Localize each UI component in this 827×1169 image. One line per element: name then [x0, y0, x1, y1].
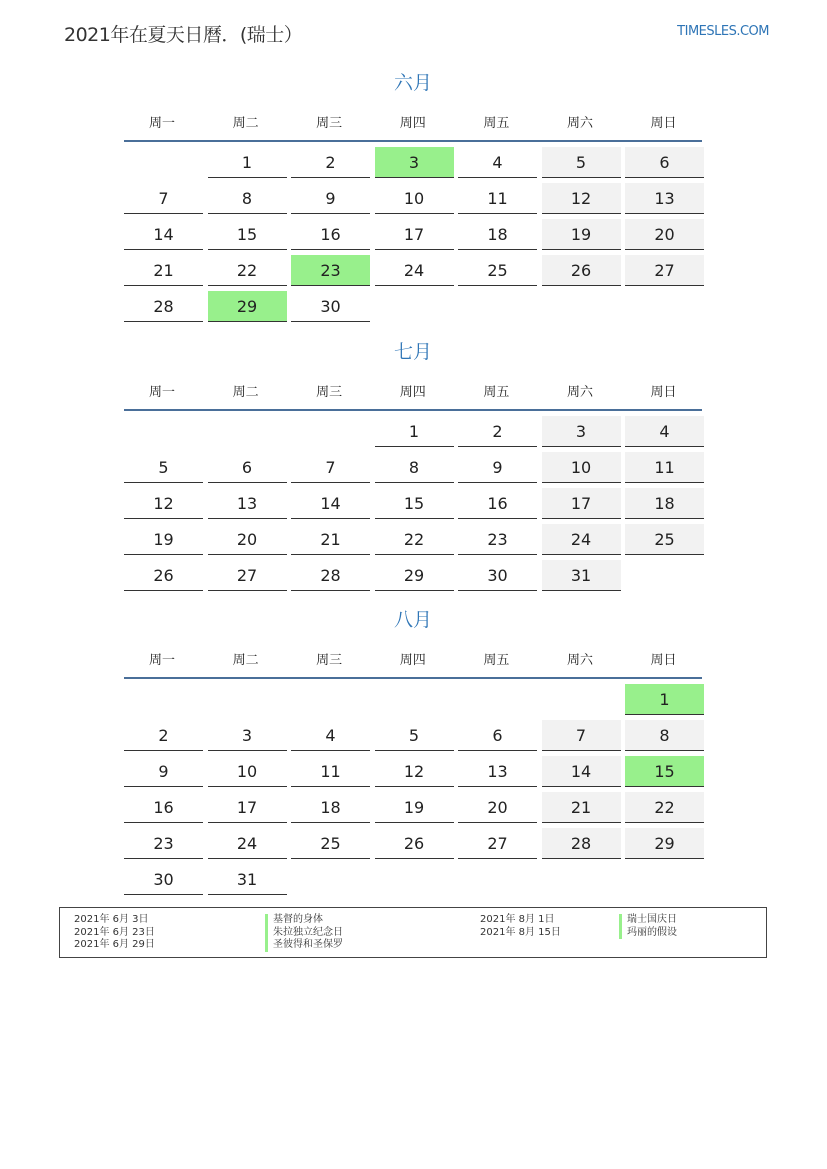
day-cell: 10 [542, 452, 621, 483]
header-divider [124, 409, 702, 411]
month-july [122, 339, 704, 596]
day-cell: 19 [542, 219, 621, 250]
day-cell: 25 [458, 255, 537, 286]
weekday-label: 周五 [483, 384, 510, 400]
holiday-day-cell: 15 [625, 756, 704, 787]
day-cell: 21 [291, 524, 370, 555]
legend-date: 2021年 6月 3日 [74, 914, 149, 925]
day-cell: 18 [625, 488, 704, 519]
day-cell: 11 [458, 183, 537, 214]
day-cell: 11 [625, 452, 704, 483]
weekday-label: 周二 [232, 115, 259, 131]
site-link[interactable]: TIMESLES.COM [677, 24, 769, 39]
weekday-label: 周二 [232, 652, 259, 668]
day-cell: 1 [375, 416, 454, 447]
day-cell: 1 [208, 147, 287, 178]
month-title: 八月 [393, 609, 432, 631]
empty-cell [124, 684, 203, 715]
empty-cell [542, 684, 621, 715]
day-cell: 26 [375, 828, 454, 859]
day-cell: 8 [208, 183, 287, 214]
day-cell: 19 [124, 524, 203, 555]
day-cell: 10 [375, 183, 454, 214]
day-cell: 26 [542, 255, 621, 286]
legend-holiday-name: 圣彼得和圣保罗 [265, 939, 343, 952]
day-cell: 19 [375, 792, 454, 823]
weekday-label: 周三 [316, 115, 343, 131]
day-cell: 12 [375, 756, 454, 787]
day-cell: 9 [458, 452, 537, 483]
legend-holiday-name: 玛丽的假设 [619, 927, 677, 940]
day-cell: 15 [208, 219, 287, 250]
legend-date: 2021年 8月 1日 [480, 914, 555, 925]
day-cell: 29 [375, 560, 454, 591]
day-cell: 8 [375, 452, 454, 483]
day-cell: 21 [124, 255, 203, 286]
legend-names-right [619, 914, 677, 939]
day-cell: 9 [124, 756, 203, 787]
day-cell: 20 [458, 792, 537, 823]
day-cell: 14 [124, 219, 203, 250]
day-cell: 11 [291, 756, 370, 787]
weekday-label: 周日 [650, 652, 677, 668]
legend-date: 2021年 6月 23日 [74, 926, 155, 938]
day-cell: 12 [124, 488, 203, 519]
day-cell: 8 [625, 720, 704, 751]
legend-dates-right [480, 914, 561, 939]
day-cell: 24 [542, 524, 621, 555]
day-cell: 27 [458, 828, 537, 859]
weekday-label: 周四 [399, 652, 426, 668]
day-grid [122, 147, 704, 327]
day-cell: 6 [625, 147, 704, 178]
weekday-header [122, 102, 704, 140]
day-cell: 22 [208, 255, 287, 286]
weekday-label: 周二 [232, 384, 259, 400]
empty-cell [208, 416, 287, 447]
day-cell: 4 [458, 147, 537, 178]
empty-cell [291, 416, 370, 447]
day-cell: 18 [291, 792, 370, 823]
day-cell: 29 [625, 828, 704, 859]
day-cell: 5 [542, 147, 621, 178]
day-cell: 13 [458, 756, 537, 787]
holiday-day-cell: 3 [375, 147, 454, 178]
empty-cell [291, 684, 370, 715]
day-cell: 4 [291, 720, 370, 751]
day-cell: 16 [124, 792, 203, 823]
day-cell: 4 [625, 416, 704, 447]
holiday-day-cell: 23 [291, 255, 370, 286]
day-cell: 31 [208, 864, 287, 895]
day-cell: 2 [291, 147, 370, 178]
day-cell: 20 [208, 524, 287, 555]
day-cell: 31 [542, 560, 621, 591]
day-cell: 22 [375, 524, 454, 555]
day-cell: 25 [625, 524, 704, 555]
legend-holiday-name: 朱拉独立纪念日 [265, 927, 343, 940]
weekday-label: 周一 [148, 652, 175, 668]
weekday-header [122, 371, 704, 409]
header-divider [124, 677, 702, 679]
empty-cell [375, 684, 454, 715]
holiday-day-cell: 1 [625, 684, 704, 715]
day-cell: 30 [124, 864, 203, 895]
legend-names-left [265, 914, 343, 952]
holiday-day-cell: 29 [208, 291, 287, 322]
month-august [122, 607, 704, 900]
day-cell: 13 [625, 183, 704, 214]
day-cell: 6 [458, 720, 537, 751]
weekday-label: 周六 [566, 115, 593, 131]
legend-date: 2021年 8月 15日 [480, 926, 561, 938]
day-cell: 9 [291, 183, 370, 214]
day-cell: 15 [375, 488, 454, 519]
empty-cell [458, 684, 537, 715]
day-cell: 20 [625, 219, 704, 250]
weekday-header [122, 639, 704, 677]
day-cell: 5 [375, 720, 454, 751]
day-cell: 25 [291, 828, 370, 859]
day-cell: 2 [458, 416, 537, 447]
day-cell: 28 [124, 291, 203, 322]
day-cell: 24 [208, 828, 287, 859]
weekday-label: 周日 [650, 115, 677, 131]
day-cell: 22 [625, 792, 704, 823]
header-divider [124, 140, 702, 142]
legend-date: 2021年 6月 29日 [74, 939, 155, 950]
day-cell: 28 [291, 560, 370, 591]
day-cell: 16 [291, 219, 370, 250]
day-cell: 30 [458, 560, 537, 591]
legend-holiday-name: 基督的身体 [265, 914, 343, 927]
day-cell: 6 [208, 452, 287, 483]
empty-cell [124, 147, 203, 178]
day-cell: 5 [124, 452, 203, 483]
day-cell: 13 [208, 488, 287, 519]
month-title: 六月 [393, 72, 432, 94]
day-cell: 2 [124, 720, 203, 751]
weekday-label: 周一 [148, 384, 175, 400]
weekday-label: 周四 [399, 384, 426, 400]
day-cell: 21 [542, 792, 621, 823]
weekday-label: 周五 [483, 652, 510, 668]
weekday-label: 周四 [399, 115, 426, 131]
day-cell: 14 [291, 488, 370, 519]
day-cell: 23 [124, 828, 203, 859]
holiday-legend [59, 907, 767, 958]
day-cell: 7 [542, 720, 621, 751]
day-cell: 30 [291, 291, 370, 322]
page-title: 2021年在夏天日曆．(瑞士） [64, 24, 303, 46]
day-cell: 17 [542, 488, 621, 519]
month-title: 七月 [393, 341, 432, 363]
weekday-label: 周六 [566, 652, 593, 668]
day-cell: 26 [124, 560, 203, 591]
day-cell: 3 [208, 720, 287, 751]
day-cell: 27 [208, 560, 287, 591]
day-cell: 7 [124, 183, 203, 214]
day-cell: 27 [625, 255, 704, 286]
day-cell: 17 [208, 792, 287, 823]
legend-holiday-name: 瑞士国庆日 [619, 914, 677, 927]
legend-dates-left [74, 914, 155, 952]
day-cell: 12 [542, 183, 621, 214]
day-cell: 10 [208, 756, 287, 787]
day-cell: 24 [375, 255, 454, 286]
day-cell: 16 [458, 488, 537, 519]
day-cell: 7 [291, 452, 370, 483]
weekday-label: 周日 [650, 384, 677, 400]
day-cell: 28 [542, 828, 621, 859]
weekday-label: 周一 [148, 115, 175, 131]
day-cell: 3 [542, 416, 621, 447]
day-cell: 18 [458, 219, 537, 250]
day-grid [122, 416, 704, 596]
weekday-label: 周六 [566, 384, 593, 400]
day-cell: 17 [375, 219, 454, 250]
day-grid [122, 684, 704, 900]
day-cell: 14 [542, 756, 621, 787]
empty-cell [124, 416, 203, 447]
month-june [122, 70, 704, 327]
empty-cell [208, 684, 287, 715]
weekday-label: 周五 [483, 115, 510, 131]
day-cell: 23 [458, 524, 537, 555]
weekday-label: 周三 [316, 652, 343, 668]
weekday-label: 周三 [316, 384, 343, 400]
